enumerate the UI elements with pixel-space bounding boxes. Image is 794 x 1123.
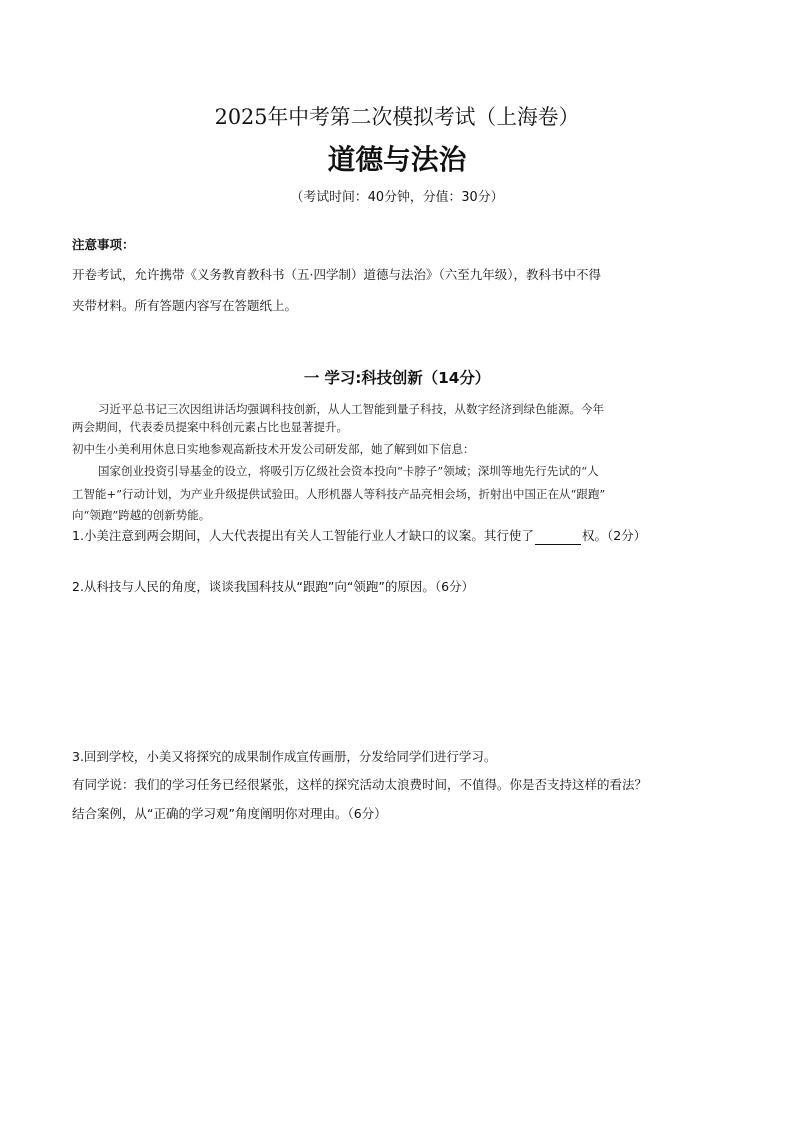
answer-blank [535, 530, 581, 545]
question-1-text: 1.小美注意到两会期间，人大代表提出有关人工智能行业人才缺口的议案。其行使了 [72, 528, 534, 543]
question-1 [72, 527, 646, 545]
notice-heading: 注意事项： [72, 237, 135, 252]
exam-time-and-score: （考试时间：40分钟，分值：30分） [290, 190, 504, 205]
material-line-1: 习近平总书记三次因组讲话均强调科技创新，从人工智能到量子科技，从数字经济到绿色能源。今年 [98, 402, 604, 416]
subject-title: 道德与法治 [327, 143, 467, 176]
material-line-4: 国家创业投资引导基金的设立，将吸引万亿级社会资本投向“卡脖子”领域；深圳等地先行先试的“人 [98, 464, 599, 478]
material-line-6: 向“领跑”跨越的创新势能。 [72, 508, 211, 522]
section-heading: 一 学习:科技创新（14分） [303, 369, 491, 387]
material-line-2: 两会期间，代表委员提案中科创元素占比也显著提升。 [72, 420, 348, 434]
question-3-line-3: 结合案例，从“正确的学习观”角度阐明你对理由。（6分） [72, 806, 387, 821]
question-1-suffix: 权。（2分） [581, 528, 647, 543]
material-line-5: 工智能+”行动计划，为产业升级提供试验田。人形机器人等科技产品亮相会场，折射出中国正在从“跟跑” [72, 487, 606, 501]
question-3-line-2: 有同学说：我们的学习任务已经很紧张，这样的探究活动太浪费时间，不值得。你是否支持这样的看法？ [72, 777, 648, 792]
notice-line-2: 夹带材料。所有答题内容写在答题纸上。 [72, 298, 298, 313]
question-2: 2.从科技与人民的角度，谈谈我国科技从“跟跑”向“领跑”的原因。（6分） [72, 579, 475, 594]
question-3-line-1: 3.回到学校，小美又将探究的成果制作成宣传画册，分发给同学们进行学习。 [72, 749, 497, 764]
notice-line-1: 开卷考试，允许携带《义务教育教科书（五·四学制）道德与法治》（六至九年级），教科书中不得 [72, 267, 601, 282]
exam-title: 2025年中考第二次模拟考试（上海卷） [214, 105, 580, 129]
material-line-3: 初中生小美利用休息日实地参观高新技术开发公司研发部，她了解到如下信息： [72, 442, 475, 456]
